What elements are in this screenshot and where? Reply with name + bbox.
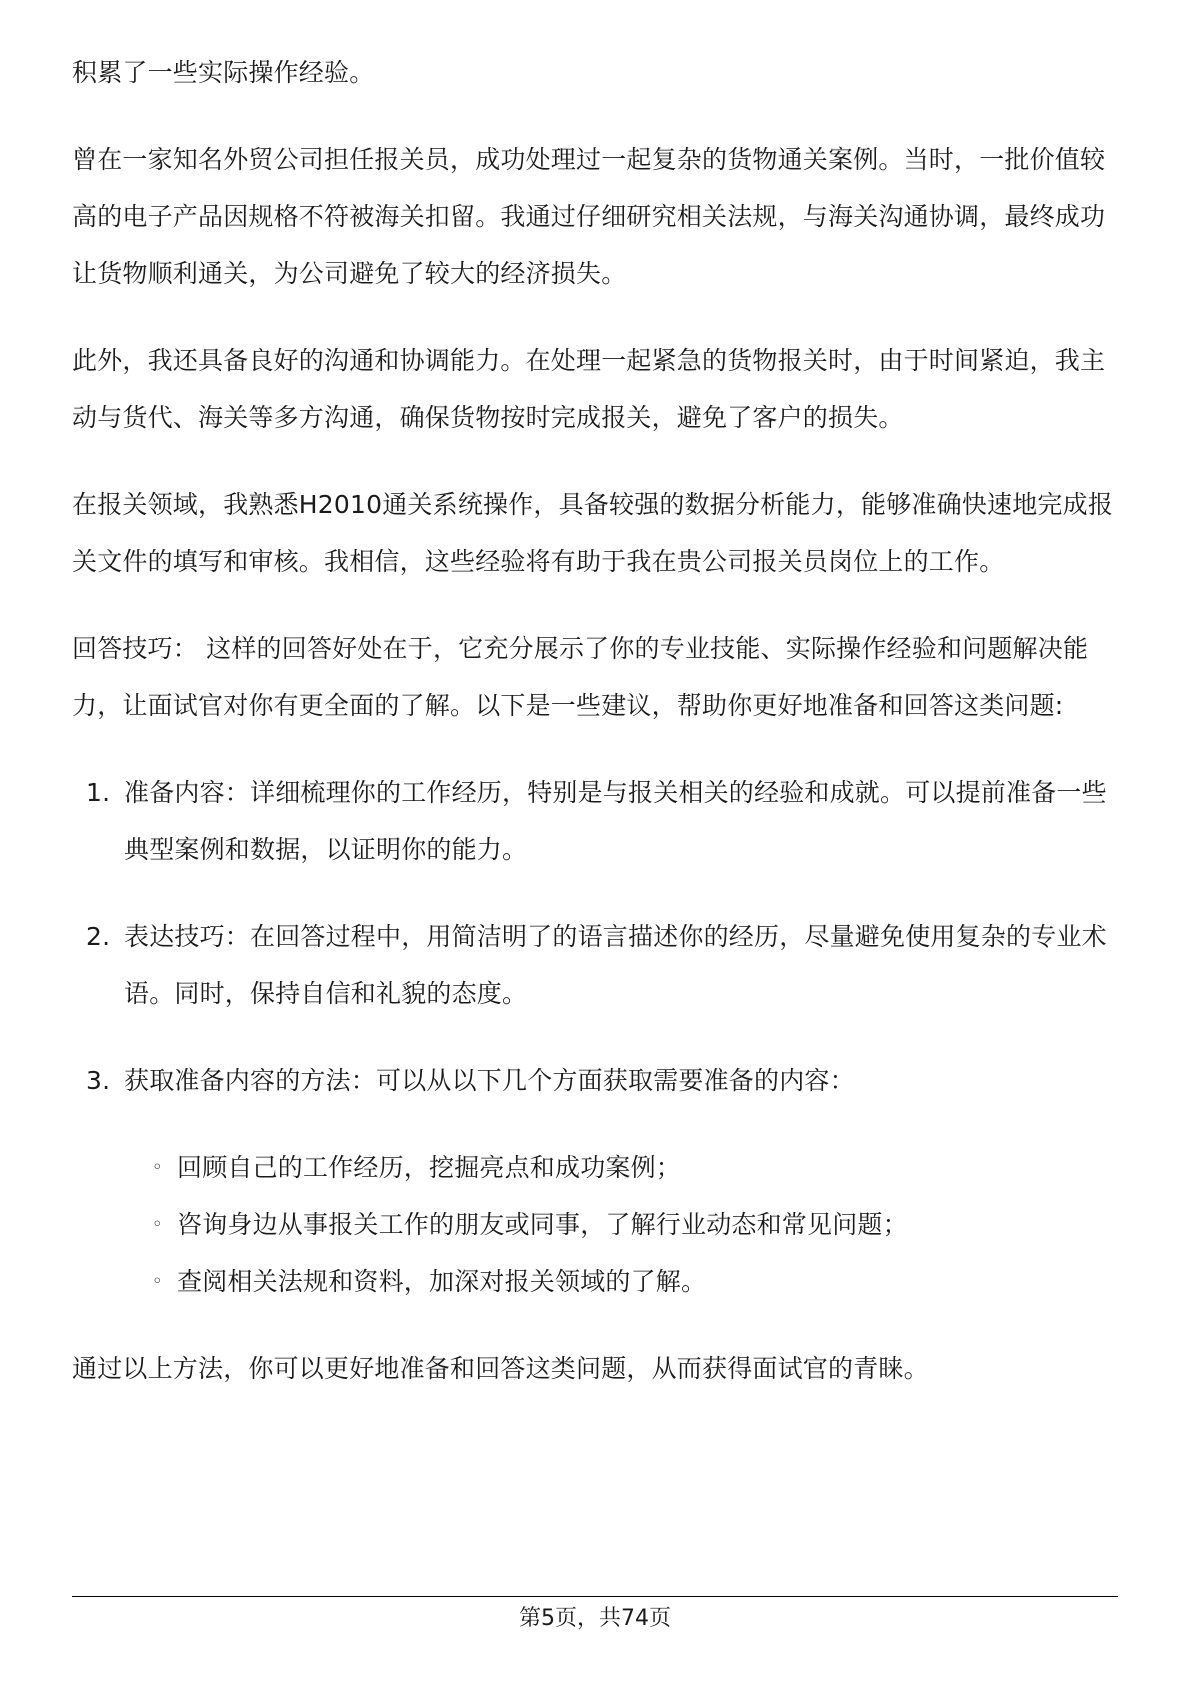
bullet-list [72, 1139, 1118, 1310]
footer-divider [72, 1596, 1118, 1597]
bullet-item [72, 1139, 1118, 1196]
list-item [72, 1052, 1118, 1109]
list-item [72, 764, 1118, 878]
page-number: 第5页，共74页 [519, 1606, 671, 1631]
bullet-item [72, 1253, 1118, 1310]
paragraph: 积累了一些实际操作经验。 [72, 58, 375, 87]
bullet-item [72, 1196, 1118, 1253]
list-item-text: 获取准备内容的方法：可以从以下几个方面获取需要准备的内容： [124, 1066, 855, 1095]
bullet-item-text: 咨询身边从事报关工作的朋友或同事，了解行业动态和常见问题； [177, 1210, 908, 1239]
list-item [72, 908, 1118, 1022]
paragraph: 此外，我还具备良好的沟通和协调能力。在处理一起紧急的货物报关时，由于时间紧迫，我主动与货代、海关等多方沟通，确保货物按时完成报关，避免了客户的损失。 [72, 346, 1106, 432]
list-number: 3. [86, 1066, 111, 1095]
paragraph: 曾在一家知名外贸公司担任报关员，成功处理过一起复杂的货物通关案例。当时，一批价值较高的电子产品因规格不符被海关扣留。我通过仔细研究相关法规，与海关沟通协调，最终成功让货物顺利通关，为公司避免了较大的经济损失。 [72, 145, 1106, 288]
list-item-text: 准备内容：详细梳理你的工作经历，特别是与报关相关的经验和成就。可以提前准备一些典型案例和数据，以证明你的能力。 [124, 778, 1107, 864]
list-number: 2. [86, 922, 111, 951]
closing-paragraph: 通过以上方法，你可以更好地准备和回答这类问题，从而获得面试官的青睐。 [72, 1354, 929, 1383]
list-item-text: 表达技巧：在回答过程中，用简洁明了的语言描述你的经历，尽量避免使用复杂的专业术语。同时，保持自信和礼貌的态度。 [124, 922, 1107, 1008]
numbered-list [72, 764, 1118, 1109]
bullet-icon: ◦ [152, 1271, 163, 1292]
bullet-item-text: 回顾自己的工作经历，挖掘亮点和成功案例； [177, 1153, 682, 1182]
list-number: 1. [86, 778, 111, 807]
bullet-icon: ◦ [152, 1214, 163, 1235]
paragraph-tips: 回答技巧： 这样的回答好处在于，它充分展示了你的专业技能、实际操作经验和问题解决能力，让面试官对你有更全面的了解。以下是一些建议，帮助你更好地准备和回答这类问题: [72, 634, 1089, 720]
bullet-item-text: 查阅相关法规和资料，加深对报关领域的了解。 [177, 1267, 707, 1296]
paragraph: 在报关领域，我熟悉H2010通关系统操作，具备较强的数据分析能力，能够准确快速地完成报关文件的填写和审核。我相信，这些经验将有助于我在贵公司报关员岗位上的工作。 [72, 490, 1114, 576]
document-body [72, 44, 1118, 1427]
bullet-icon: ◦ [152, 1157, 163, 1178]
